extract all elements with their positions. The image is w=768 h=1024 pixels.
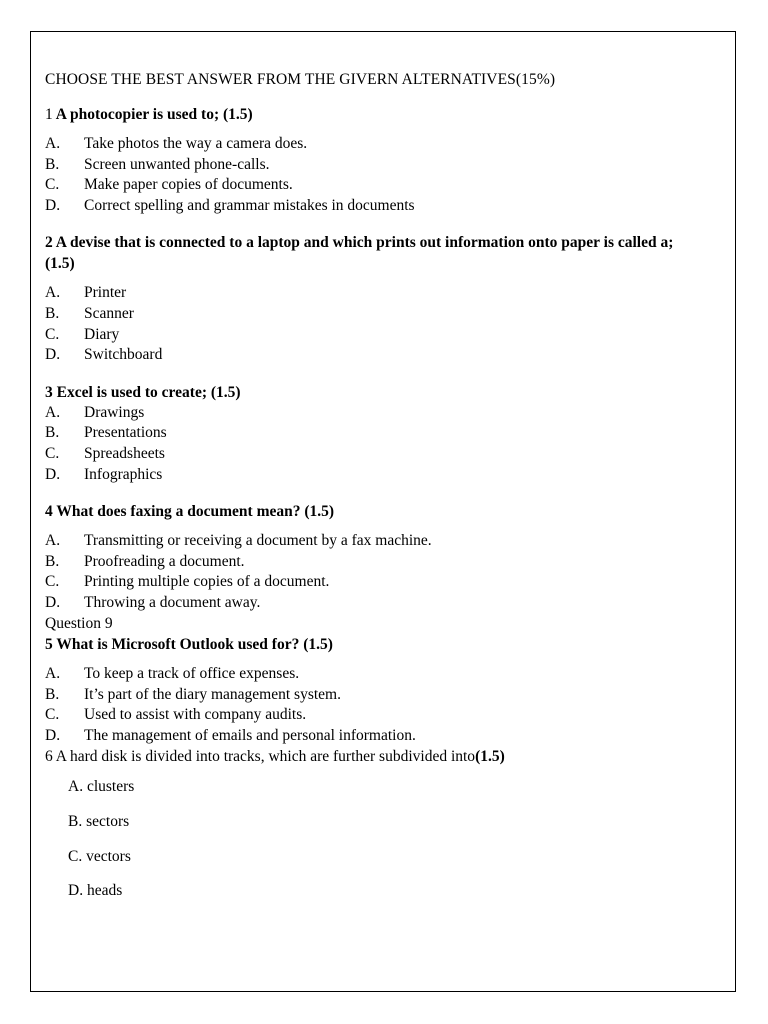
question-prompt: What is Microsoft Outlook used for? (1.5) — [56, 636, 333, 654]
question-number: 1 — [45, 106, 53, 123]
answer-option[interactable] — [45, 572, 705, 593]
option-text: Make paper copies of documents. — [84, 176, 293, 194]
option-text: Printing multiple copies of a document. — [84, 573, 330, 591]
option-letter: B. — [45, 304, 60, 322]
option-text: Infographics — [84, 465, 163, 483]
answer-options — [45, 531, 705, 613]
option-text: Printer — [84, 284, 127, 302]
question-points: (1.5) — [475, 748, 505, 766]
question-text — [45, 232, 705, 274]
answer-option[interactable] — [45, 175, 705, 196]
question-2 — [45, 232, 705, 365]
option-letter: A. — [45, 665, 61, 683]
option-text: Proofreading a document. — [84, 552, 245, 570]
option-text: clusters — [86, 778, 135, 796]
option-letter: B. — [45, 685, 60, 703]
question-number: 4 — [45, 503, 53, 521]
answer-option[interactable] — [45, 664, 705, 685]
answer-option[interactable] — [45, 465, 705, 486]
answer-option[interactable] — [45, 593, 705, 614]
question-prompt: A devise that is connected to a laptop and which prints out information onto paper is called a; (1.5) — [45, 234, 674, 273]
option-letter: A. — [45, 135, 61, 152]
question-text — [45, 104, 705, 125]
answer-option[interactable] — [45, 552, 705, 573]
option-letter: C. — [68, 847, 83, 865]
question-prompt: What does faxing a document mean? (1.5) — [56, 503, 335, 521]
stray-question-label: Question 9 — [45, 614, 113, 632]
answer-option[interactable] — [45, 403, 705, 424]
question-number: 6 — [45, 748, 53, 766]
option-letter: A. — [45, 532, 61, 550]
option-text: Scanner — [84, 304, 134, 322]
answer-options — [45, 403, 705, 485]
question-number: 2 — [45, 234, 53, 252]
answer-option[interactable] — [45, 726, 705, 747]
option-text: Screen unwanted phone-calls. — [84, 155, 270, 173]
answer-option[interactable] — [45, 705, 705, 726]
option-letter: A. — [45, 403, 61, 421]
instructions-heading: CHOOSE THE BEST ANSWER FROM THE GIVERN ALTERNATIVES(15%) — [45, 71, 556, 88]
option-text: It’s part of the diary management system. — [84, 685, 341, 703]
question-text — [45, 501, 705, 522]
answer-option[interactable] — [45, 283, 705, 304]
option-text: Switchboard — [84, 346, 163, 364]
question-3 — [45, 382, 705, 485]
answer-option[interactable] — [45, 444, 705, 465]
option-letter: C. — [45, 706, 60, 724]
option-text: heads — [86, 882, 123, 900]
option-letter: C. — [45, 325, 60, 343]
answer-option[interactable] — [45, 196, 705, 217]
answer-option[interactable] — [45, 325, 705, 346]
answer-option[interactable] — [68, 812, 705, 832]
option-letter: D. — [68, 882, 84, 900]
option-text: Used to assist with company audits. — [84, 706, 307, 724]
answer-options — [45, 664, 705, 746]
option-text: Spreadsheets — [84, 444, 165, 462]
answer-options — [45, 283, 705, 365]
option-letter: A. — [68, 778, 84, 796]
question-4 — [45, 501, 705, 613]
answer-options — [45, 777, 705, 901]
question-5 — [45, 614, 705, 747]
option-text: To keep a track of office expenses. — [84, 665, 300, 683]
question-number: 5 — [45, 636, 53, 654]
question-text — [45, 634, 705, 655]
option-letter: D. — [45, 726, 61, 744]
option-text: Correct spelling and grammar mistakes in documents — [84, 196, 415, 214]
option-text: sectors — [86, 813, 130, 831]
answer-option[interactable] — [45, 531, 705, 552]
answer-option[interactable] — [68, 881, 705, 901]
question-text — [45, 746, 705, 767]
option-letter: D. — [45, 196, 61, 214]
question-number: 3 — [45, 383, 53, 401]
option-letter: B. — [45, 424, 60, 442]
option-letter: B. — [45, 155, 60, 173]
option-text: vectors — [86, 847, 131, 865]
question-text — [45, 382, 705, 403]
option-letter: D. — [45, 593, 61, 611]
answer-option[interactable] — [45, 345, 705, 366]
answer-option[interactable] — [45, 155, 705, 176]
option-text: Drawings — [84, 403, 145, 421]
answer-option[interactable] — [45, 685, 705, 706]
answer-options — [45, 134, 705, 216]
option-letter: B. — [45, 552, 60, 570]
answer-option[interactable] — [45, 134, 705, 155]
option-letter: D. — [45, 465, 61, 483]
option-text: Throwing a document away. — [84, 593, 261, 611]
question-prompt: A hard disk is divided into tracks, which are further subdivided into — [55, 748, 476, 766]
exam-document — [45, 70, 705, 916]
question-1 — [45, 104, 705, 216]
question-prompt: A photocopier is used to; (1.5) — [55, 106, 253, 123]
question-prompt: Excel is used to create; (1.5) — [56, 383, 241, 401]
option-text: The management of emails and personal information. — [84, 726, 416, 744]
option-letter: C. — [45, 176, 60, 194]
option-text: Diary — [84, 325, 120, 343]
option-text: Take photos the way a camera does. — [84, 135, 308, 152]
answer-option[interactable] — [45, 304, 705, 325]
option-letter: B. — [68, 813, 83, 831]
answer-option[interactable] — [68, 847, 705, 867]
option-letter: C. — [45, 573, 60, 591]
answer-option[interactable] — [68, 777, 705, 797]
question-6 — [45, 746, 705, 901]
option-text: Transmitting or receiving a document by a fax machine. — [84, 532, 432, 550]
answer-option[interactable] — [45, 423, 705, 444]
option-letter: D. — [45, 346, 61, 364]
option-letter: C. — [45, 444, 60, 462]
option-text: Presentations — [84, 424, 167, 442]
option-letter: A. — [45, 284, 61, 302]
